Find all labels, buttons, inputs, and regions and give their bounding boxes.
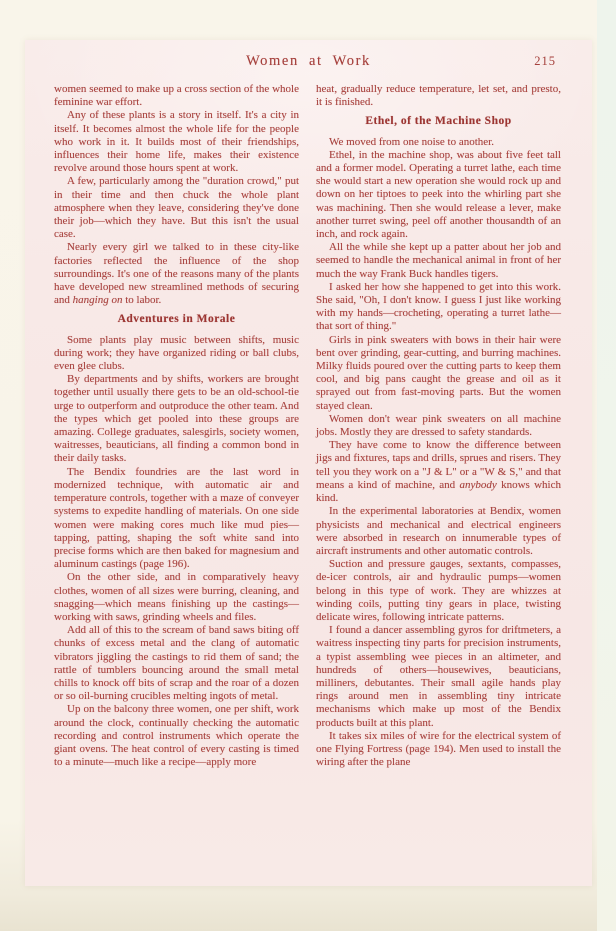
page-header [55, 53, 562, 72]
text-run: Up on the balcony three women, one per shift, work around the clock, continually checking the automatic recording and control instruments which operate the giant ovens. The heat control of every casting is timed to a minute—much like a recipe—apply more [54, 703, 299, 769]
text-run: Girls in pink sweaters with bows in their hair were bent over grinding, gear-cutting, and burring machines. Milky fluids poured over the cutting parts to keep them cool, and big pans caught the grease and oil as it sprayed out from fast-moving parts. But the women stayed clean. [316, 333, 561, 412]
paragraph [54, 373, 299, 465]
text-run: to labor. [122, 294, 162, 307]
paragraph [54, 466, 299, 572]
text-run: Women don't wear pink sweaters on all machine jobs. Mostly they are dressed to safety standards. [316, 412, 561, 439]
paragraph [316, 624, 561, 730]
paragraph [54, 241, 299, 307]
text-run: A few, particularly among the "duration crowd," put in their time and then chuck the whole plant atmosphere when they leave, considering they've done their job—which they have. But this isn't the usual case. [54, 175, 299, 241]
section-heading: Adventures in Morale [117, 313, 236, 326]
text-columns [25, 83, 592, 769]
running-title: Women at Work [246, 53, 371, 69]
book-page [25, 40, 592, 886]
italic-text-run: anybody [459, 478, 497, 491]
text-run: The Bendix foundries are the last word in modernized technique, with automatic air and temperature controls, together with a maze of conveyer systems to expedite handling of materials. On one side women were making cores much like mud pies—tapping, patting, shaping the soft white sand into precise forms which are then baked for magnesium and aluminum castings (page 196). [54, 465, 299, 571]
paragraph [316, 558, 561, 624]
paragraph [54, 624, 299, 703]
paragraph [316, 241, 561, 281]
paragraph [54, 175, 299, 241]
italic-text-run: hanging on [72, 294, 123, 307]
text-run: Add all of this to the scream of band saws biting off chunks of excess metal and the clang of automatic vibrators jiggling the castings to rid them of sand; the rattle of tumblers bouncing around the small metal chills to knock off bits of scrap and the roar of a dozen or so oil-burning crucibles melting ingots of metal. [54, 624, 299, 703]
section-heading: Ethel, of the Machine Shop [365, 115, 512, 128]
scan-right-edge [597, 0, 616, 931]
text-run: It takes six miles of wire for the electrical system of one Flying Fortress (page 194). Men used to install the wiring after the plane [316, 729, 561, 769]
text-run: They have come to know the difference between jigs and fixtures, taps and drills, sprues and risers. They tell you they work on a "J & L" or a "W & S," and that means a kind of machine, and [316, 439, 561, 491]
paragraph [54, 571, 299, 624]
text-run: All the while she kept up a patter about her job and seemed to handle the mechanical animal in front of her much the way Frank Buck handles tigers. [316, 241, 561, 280]
text-run: We moved from one noise to another. [329, 135, 494, 148]
paragraph [316, 505, 561, 558]
text-run: Ethel, in the machine shop, was about five feet tall and a former model. Operating a turret lathe, each time she would start a new operation she would rock up and down on her tiptoes to peek into the whirling part she was machining. Then she would release a lever, make another turret swing, peel off another thousandth of an inch, and rock again. [316, 148, 561, 241]
paragraph [316, 730, 561, 770]
paragraph [54, 334, 299, 374]
text-run: heat, gradually reduce temperature, let set, and presto, it is finished. [316, 83, 561, 109]
text-run: By departments and by shifts, workers are brought together until usually there gets to be an old-school-tie urge to outperform and outproduce the other team. And the types which get pooled into these groups are amazing. College graduates, salesgirls, society women, waitresses, beauticians, all finding a common bond in their daily tasks. [54, 373, 299, 465]
text-run: I found a dancer assembling gyros for driftmeters, a waitress inspecting tiny parts for precision instruments, a typist assembling wee pieces in an altimeter, and hundreds of others—housewives, beauticians, milliners, debutantes. Their small agile hands play rings around men in assembling tiny intricate mechanisms which make up most of the Bendix products built at this plant. [316, 624, 561, 729]
text-run: In the experimental laboratories at Bendix, women physicists and mechanical and electrical engineers were absorbed in research on innumerable types of aircraft instruments and other automatic controls. [316, 505, 561, 557]
paragraph [316, 281, 561, 334]
paragraph [54, 83, 299, 109]
page-number: 215 [534, 54, 556, 68]
paragraph [316, 439, 561, 505]
paragraph [316, 334, 561, 413]
text-run: Any of these plants is a story in itself. It's a city in itself. It becomes almost the whole life for the people who work in it. It builds most of their friendships, influences their home life, makes their existence revolve around those hours spent at work. [54, 109, 299, 175]
paragraph [54, 703, 299, 769]
text-run: Nearly every girl we talked to in these city-like factories reflected the influence of the shop surroundings. It's one of the reasons many of the plants have developed new streamlined methods of securing and [54, 241, 299, 307]
text-run: women seemed to make up a cross section of the whole feminine war effort. [54, 83, 299, 109]
text-run: knows which kind. [316, 478, 561, 505]
paragraph [316, 413, 561, 439]
paragraph [54, 109, 299, 175]
column-left [54, 83, 299, 769]
text-run: Suction and pressure gauges, sextants, compasses, de-icer controls, air and hydraulic pumps—women belong in this type of work. They are whizzes at winding coils, putting tiny gears in place, twisting delicate wires, following intricate patterns. [316, 558, 561, 623]
paragraph [316, 136, 561, 149]
column-right [316, 83, 561, 769]
text-run: On the other side, and in comparatively heavy clothes, women of all sizes were burring, cleaning, and snagging—which means finishing up the castings—working with saws, grinding wheels and files. [54, 571, 299, 623]
text-run: I asked her how she happened to get into this work. She said, "Oh, I don't know. I guess I just like working with my hands—crocheting, operating a turret lathe—that sort of thing." [316, 280, 561, 333]
text-run: Some plants play music between shifts, music during work; they have organized riding or ball clubs, even glee clubs. [54, 333, 299, 373]
paragraph [316, 149, 561, 241]
paragraph [316, 83, 561, 109]
